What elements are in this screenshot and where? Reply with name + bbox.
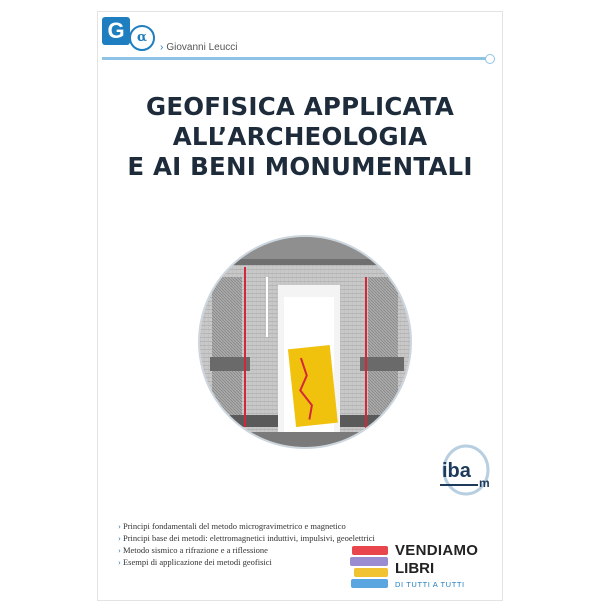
- book-cover: [98, 12, 502, 600]
- title-line-1: GEOFISICA APPLICATA: [146, 92, 454, 121]
- list-item: › Metodo sismico a rifrazione e a riflessione: [118, 544, 375, 556]
- store-watermark: [348, 542, 498, 604]
- alpha-icon: [129, 25, 155, 51]
- list-item: › Principi base dei metodi: elettromagnetici induttivi, impulsivi, geoelettrici: [118, 532, 375, 544]
- publisher-logo-suffix: m: [479, 476, 490, 490]
- series-logo: [102, 17, 130, 45]
- series-logo-symbol: α: [136, 30, 147, 45]
- book-stack-icon: [348, 542, 394, 594]
- divider: [102, 57, 494, 60]
- book-title: [98, 92, 502, 182]
- publisher-logo-text: iba: [442, 460, 471, 482]
- title-line-2: ALL’ARCHEOLOGIA: [172, 122, 428, 151]
- watermark-line-1: VENDIAMO: [395, 542, 479, 559]
- series-logo-letter: G: [107, 18, 125, 43]
- watermark-line-3: DI TUTTI A TUTTI: [395, 580, 465, 589]
- chevron-right-icon: ›: [160, 42, 164, 53]
- title-line-3: E AI BENI MONUMENTALI: [127, 152, 473, 181]
- list-item: › Principi fondamentali del metodo microgravimetrico e magnetico: [118, 520, 375, 532]
- feature-list: [118, 520, 375, 568]
- watermark-line-2: LIBRI: [395, 560, 435, 577]
- publisher-logo: [438, 444, 496, 500]
- author-name: Giovanni Leucci: [166, 42, 238, 53]
- list-item: › Esempi di applicazione dei metodi geofisici: [118, 556, 375, 568]
- cover-illustration: [200, 237, 410, 447]
- divider-end-dot: [485, 54, 495, 64]
- author: [160, 42, 238, 53]
